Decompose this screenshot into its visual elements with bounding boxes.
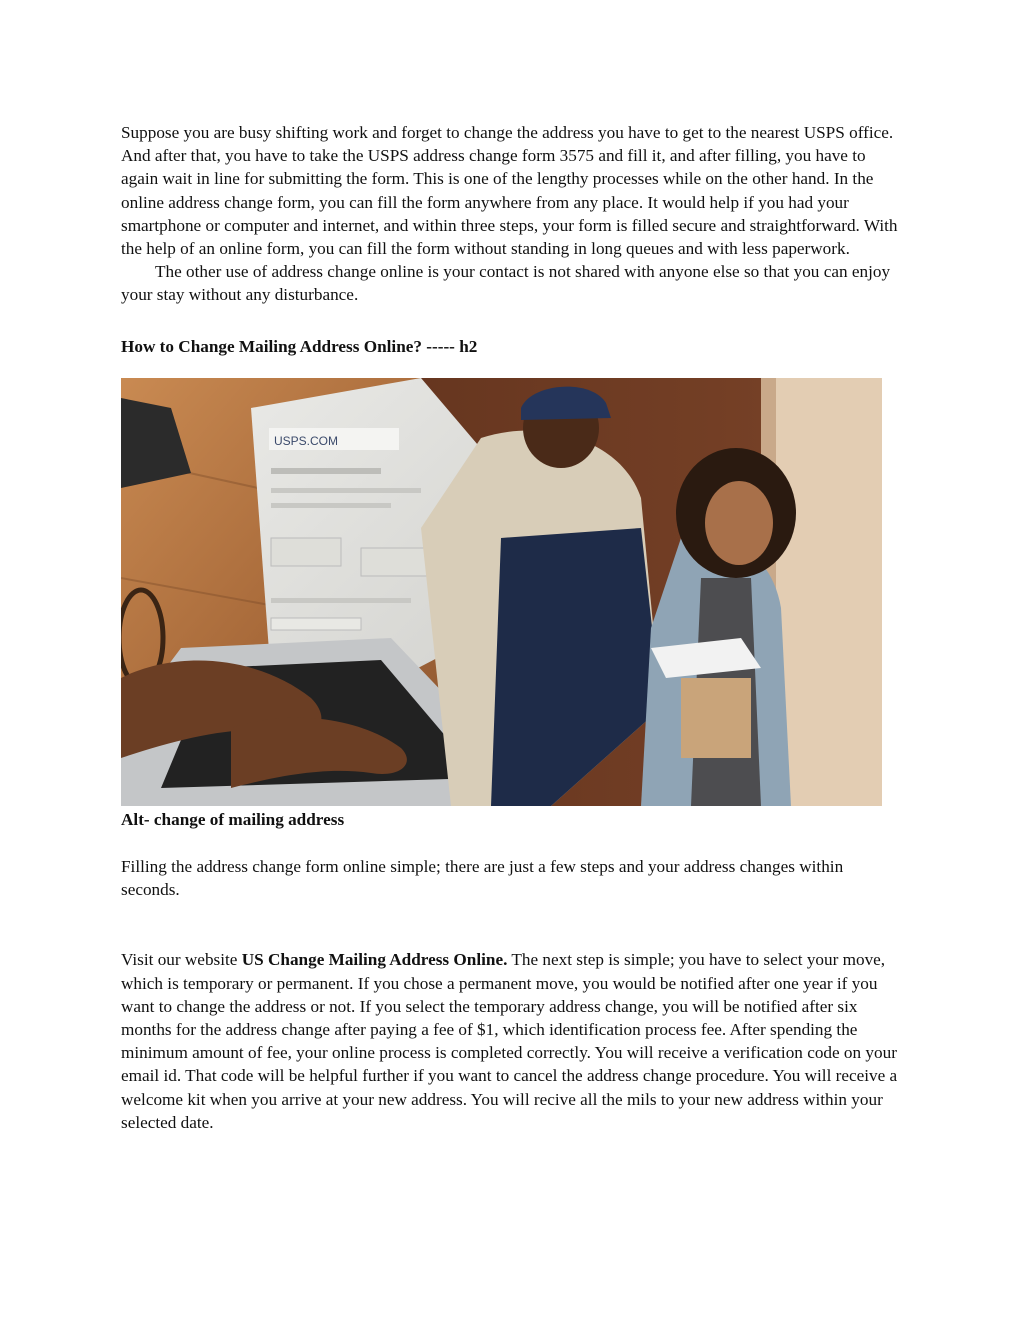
article-photo bbox=[121, 378, 882, 806]
section-heading: How to Change Mailing Address Online? ----- h2 bbox=[121, 336, 478, 356]
screen-logo: USPS.COM bbox=[274, 433, 339, 448]
website-link-text: US Change Mailing Address Online. bbox=[241, 950, 508, 970]
website-paragraph bbox=[121, 948, 906, 1134]
intro-paragraph-continued: The other use of address change online is your contact is not shared with anyone else so that you can enjoy your stay without any disturbance. bbox=[121, 262, 891, 305]
website-paragraph-prefix: Visit our website bbox=[121, 950, 242, 970]
website-paragraph-body: The next step is simple; you have to select your move, which is temporary or permanent. If you chose a permanent move, you would be notified after one year if you want to change the address or not. If you select the temporary address change, you will be notified after six months for the address change after paying a fee of $1, which identification process fee. After spending the minimum amount of fee, your online process is completed correctly. You will receive a verification code on your email id. That code will be helpful further if you want to cancel the address change procedure. You will receive a welcome kit when you arrive at your new address. You will recive all the mils to your new address within your selected date. bbox=[121, 950, 898, 1132]
image-caption: Alt- change of mailing address bbox=[121, 809, 345, 829]
intro-paragraph: Suppose you are busy shifting work and forget to change the address you have to get to the nearest USPS office. And after that, you have to take the USPS address change form 3575 and fill it, and after filling, you have to again wait in line for submitting the form. This is one of the lengthy processes while on the other hand. In the online address change form, you can fill the form anywhere from any place. It would help if you had your smartphone or computer and internet, and within three steps, your form is filled secure and straightforward. With the help of an online form, you can fill the form without standing in long queues and with less paperwork. bbox=[121, 123, 898, 259]
document-page bbox=[121, 121, 906, 1134]
photo-laptop-and-courier-icon bbox=[121, 378, 882, 806]
steps-paragraph: Filling the address change form online simple; there are just a few steps and your address changes within seconds. bbox=[121, 857, 844, 900]
